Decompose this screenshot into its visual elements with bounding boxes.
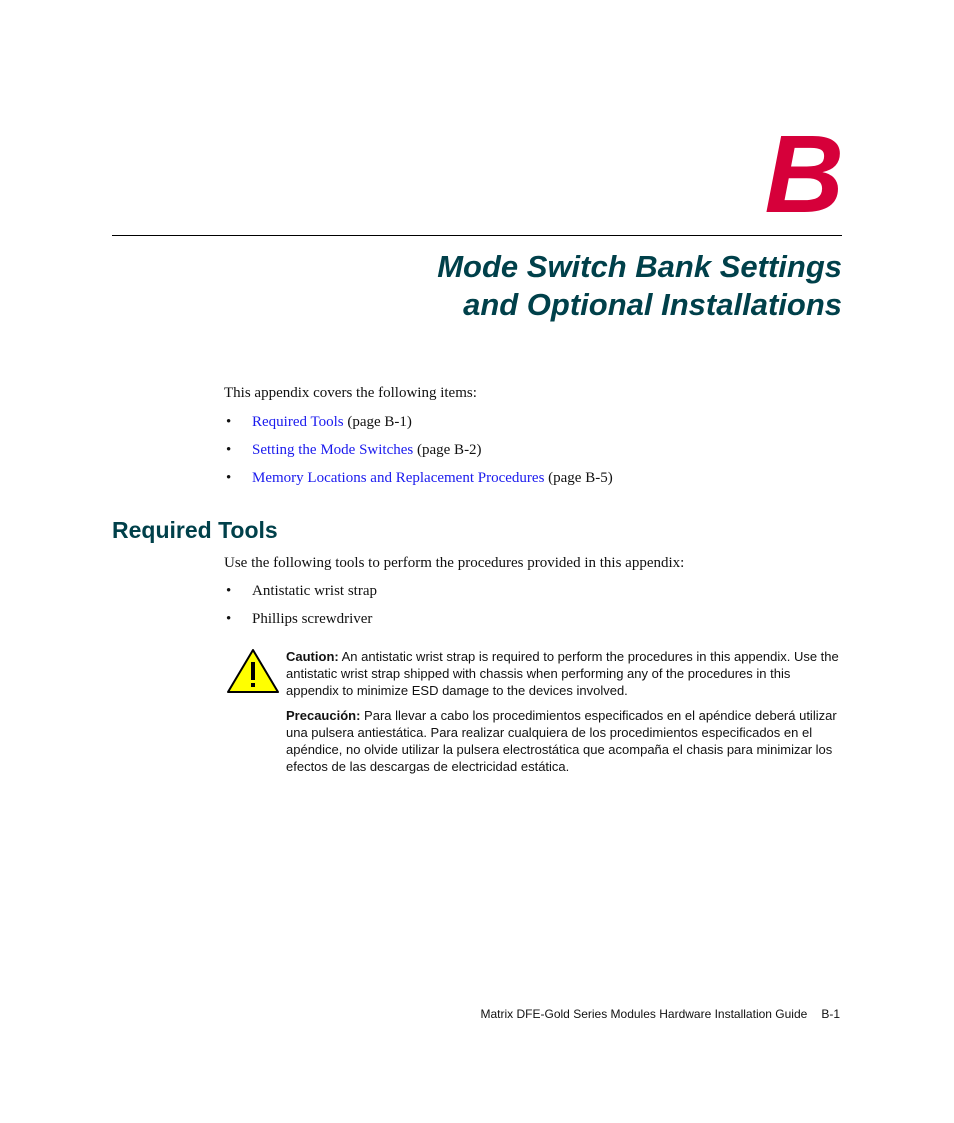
caution-label: Caution: [286,649,339,664]
caution-notice [286,648,846,699]
page-ref: (page B-5) [548,470,613,486]
chapter-title-line-2: and Optional Installations [463,287,842,322]
list-item [224,441,613,469]
page-footer [481,1006,840,1022]
chapter-title-line-1: Mode Switch Bank Settings [437,249,842,284]
tool-item: Antistatic wrist strap [252,583,377,599]
chapter-letter: B [764,113,844,236]
page-ref: (page B-2) [417,442,482,458]
list-item [224,610,377,638]
link-memory-locations[interactable]: Memory Locations and Replacement Procedures [252,470,545,486]
chapter-divider [112,235,842,236]
section-intro: Use the following tools to perform the procedures provided in this appendix: [224,555,685,571]
page-number: B-1 [821,1007,840,1021]
list-item [224,582,377,610]
caution-text: An antistatic wrist strap is required to perform the procedures in this appendix. Use the antistatic wrist strap shipped with chassis when performing any of the procedures in this appendix to minimize ESD damage to the devices involved. [286,649,839,698]
list-item [224,413,613,441]
tools-list [224,582,377,638]
intro-text: This appendix covers the following items: [224,385,477,401]
bullet: • [226,470,232,486]
precaucion-label: Precaución: [286,708,361,723]
footer-title: Matrix DFE-Gold Series Modules Hardware Installation Guide [480,1007,808,1021]
link-setting-mode-switches[interactable]: Setting the Mode Switches [252,442,414,458]
page-ref: (page B-1) [347,414,412,430]
precaucion-notice [286,707,846,775]
bullet: • [226,583,232,599]
chapter-title [437,248,842,324]
tool-item: Phillips screwdriver [252,611,373,627]
link-required-tools[interactable]: Required Tools [252,414,344,430]
list-item [224,469,613,497]
section-heading-required-tools: Required Tools [112,517,278,543]
toc-list [224,413,613,497]
bullet: • [226,611,232,627]
bullet: • [226,414,232,430]
bullet: • [226,442,232,458]
warning-triangle-icon [226,648,280,694]
precaucion-text: Para llevar a cabo los procedimientos especificados en el apéndice deberá utilizar una pulsera antiestática. Para realizar cualquiera de los procedimientos especificados en el apéndice, no olvide utilizar la pulsera electrostática que acompaña el chasis para minimizar los efectos de las descargas de electricidad estática. [286,708,837,774]
